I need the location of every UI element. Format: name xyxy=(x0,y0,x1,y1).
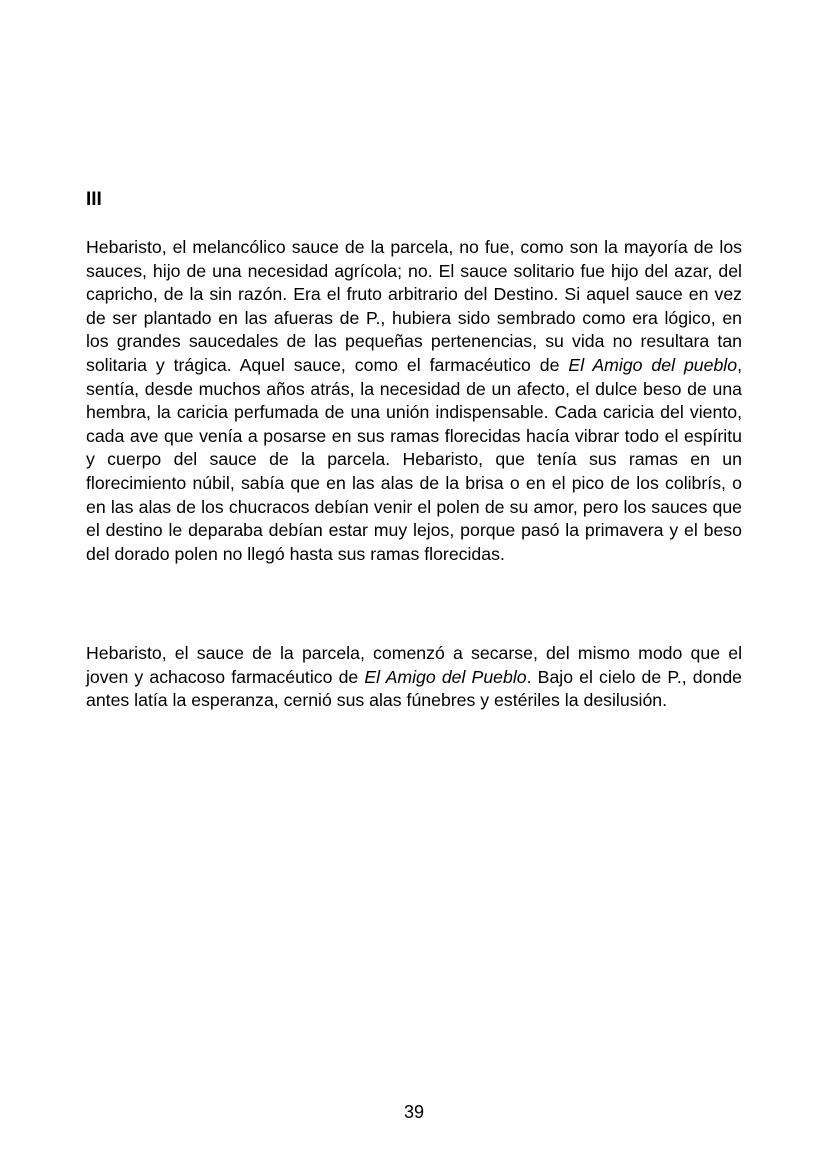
paragraph-2 xyxy=(86,642,742,713)
paragraph-1-italic-title: El Amigo del pueblo xyxy=(568,354,738,375)
paragraph-2-italic-title: El Amigo del Pueblo xyxy=(364,666,527,687)
paragraph-2-text-start: Hebaristo, el sauce de la parcela, comenzó a secarse, del mismo modo que el joven y achacoso farmacéutico de xyxy=(86,643,742,687)
paragraph-1-text-start: Hebaristo, el melancólico sauce de la parcela, no fue, como son la mayoría de los sauces, hijo de una necesidad agrícola; no. El sauce solitario fue hijo del azar, del capricho, de la sin razón. Era el fruto arbitrario del Destino. Si aquel sauce en vez de ser plantado en las afueras de P., hubiera sido sembrado como era lógico, en los grandes saucedales de las pequeñas pertenencias, su vida no resultara tan solitaria y trágica. Aquel sauce, como el farmacéutico de xyxy=(86,237,742,375)
paragraph-1-text-end: , sentía, desde muchos años atrás, la necesidad de un afecto, el dulce beso de una hembra, la caricia perfumada de una unión indispensable. Cada caricia del viento, cada ave que venía a posarse en sus ramas florecidas hacía vibrar todo el espíritu y cuerpo del sauce de la parcela. Hebaristo, que tenía sus ramas en un florecimiento núbil, sabía que en las alas de la brisa o en el pico de los colibrís, o en las alas de los chucracos debían venir el polen de su amor, pero los sauces que el destino le deparaba debían estar muy lejos, porque pasó la primavera y el beso del dorado polen no llegó hasta sus ramas florecidas. xyxy=(86,354,742,564)
paragraph-2-text-end: . Bajo el cielo de P., donde antes latía la esperanza, cernió sus alas fúnebres y estériles la desilusión. xyxy=(86,666,742,711)
chapter-heading: III xyxy=(86,189,102,210)
page-number: 39 xyxy=(403,1102,425,1122)
paragraph-1 xyxy=(86,236,742,566)
